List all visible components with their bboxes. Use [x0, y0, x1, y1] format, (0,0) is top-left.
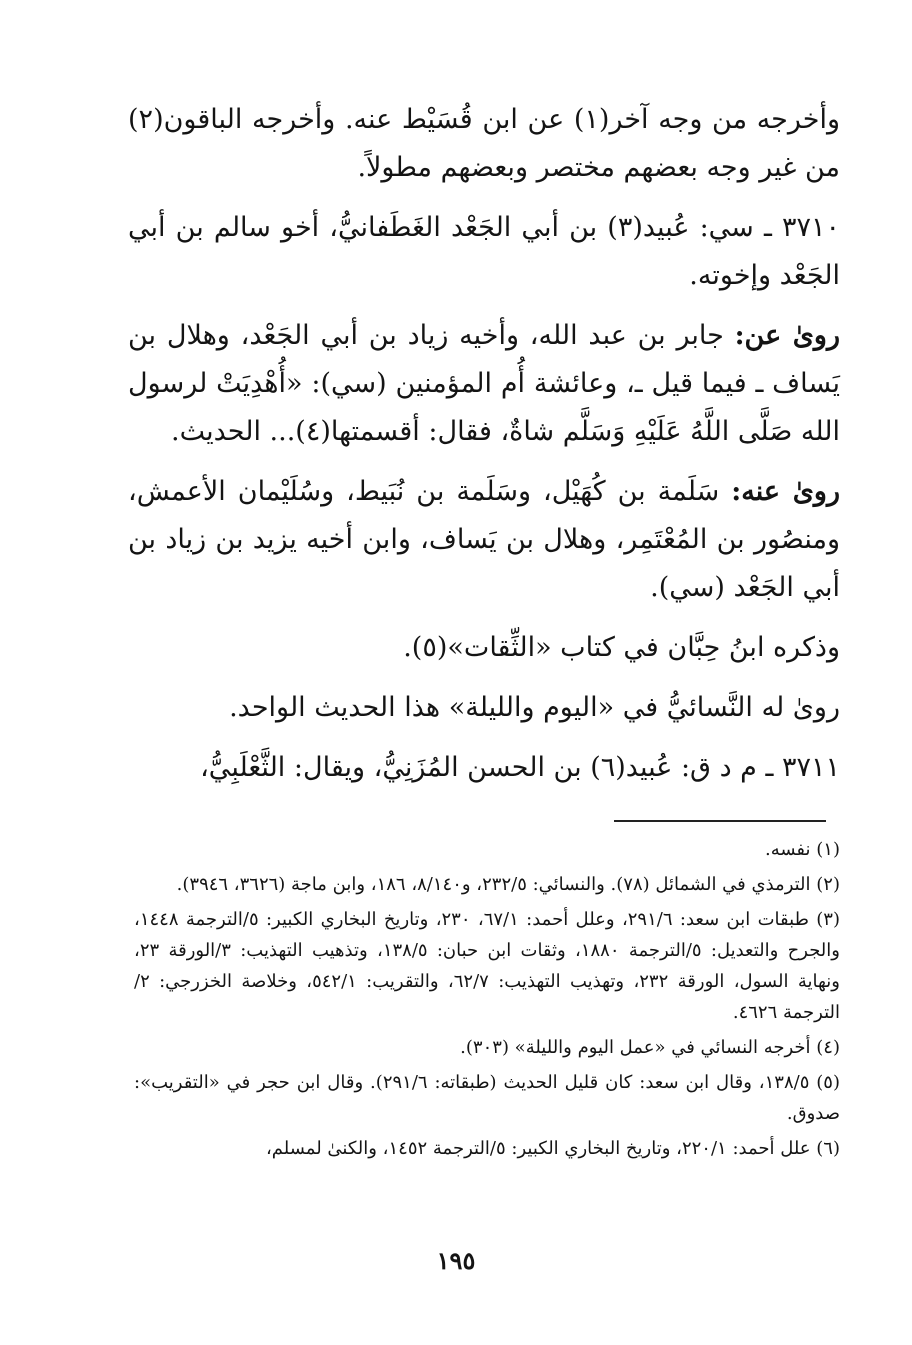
paragraph-continuation: وأخرجه من وجه آخر(١) عن ابن قُسَيْط عنه. وأخرجه الباقون(٢) من غير وجه بعضهم مختصر وبعضهم مطولاً.	[128, 104, 840, 183]
narrated-from-text: جابر بن عبد الله، وأخيه زياد بن أبي الجَعْد، وهلال بن يَساف ـ فيما قيل ـ، وعائشة أُم المؤمنين (سي): «أُهْدِيَتْ لرسول الله صَلَّى اللَّهُ عَلَيْهِ وَسَلَّم شاةٌ، فقال: أقسمتها(٤)... الحديث.	[128, 320, 840, 447]
entry-heading-3710: ٣٧١٠ ـ سي: عُبيد(٣) بن أبي الجَعْد الغَطَفانيُّ، أخو سالم بن أبي الجَعْد وإخوته.	[128, 212, 840, 291]
narrated-from-label: روىٰ عن:	[734, 320, 840, 351]
footnote-3: (٣) طبقات ابن سعد: ٢٩١/٦، وعلل أحمد: ٦٧/١، ٢٣٠، وتاريخ البخاري الكبير: ٥/الترجمة ١٤٤٨، والجرح والتعديل: ٥/الترجمة ١٨٨٠، وثقات ابن حبان: ١٣٨/٥، وتذهيب التهذيب: ٣/الورقة ٢٣، ونهاية السول، الورقة ٢٣٢، وتهذيب التهذيب: ٦٢/٧، والتقريب: ٥٤٢/١، وخلاصة الخزرجي: ٢/الترجمة ٤٦٢٦.	[134, 909, 840, 1023]
ibn-hibban-paragraph: وذكره ابنُ حِبَّان في كتاب «الثِّقات»(٥).	[403, 632, 840, 663]
entry-heading-3711: ٣٧١١ ـ م د ق: عُبيد(٦) بن الحسن المُزَنِيُّ، ويقال: الثَّعْلَبِيُّ،	[200, 752, 840, 783]
footnote-4: (٤) أخرجه النسائي في «عمل اليوم والليلة» (٣٠٣).	[460, 1037, 840, 1058]
footnotes	[134, 834, 840, 1168]
narrated-from-paragraph	[128, 312, 840, 456]
footnote-6: (٦) علل أحمد: ٢٢٠/١، وتاريخ البخاري الكبير: ٥/الترجمة ١٤٥٢، والكنىٰ لمسلم،	[265, 1138, 840, 1159]
footnote-1: (١) نفسه.	[765, 839, 840, 860]
footnote-5: (٥) ١٣٨/٥، وقال ابن سعد: كان قليل الحديث (طبقاته: ٢٩١/٦). وقال ابن حجر في «التقريب»: صدوق.	[134, 1072, 840, 1124]
main-text	[128, 96, 840, 792]
narrated-by-paragraph	[128, 468, 840, 612]
narrated-by-text: سَلَمة بن كُهَيْل، وسَلَمة بن نُبَيط، وسُلَيْمان الأعمش، ومنصُور بن المُعْتَمِر، وهلال بن يَساف، وابن أخيه يزيد بن زياد بن أبي الجَعْد (سي).	[128, 476, 840, 603]
nasai-paragraph: روىٰ له النَّسائيُّ في «اليوم والليلة» هذا الحديث الواحد.	[229, 692, 840, 723]
page-number: ١٩٥	[436, 1246, 476, 1275]
footnote-2: (٢) الترمذي في الشمائل (٧٨). والنسائي: ٢٣٢/٥، و٨/١٤٠، ١٨٦، وابن ماجة (٣٦٢٦، ٣٩٤٦).	[176, 874, 840, 895]
footnote-divider	[614, 820, 826, 822]
narrated-by-label: روىٰ عنه:	[731, 476, 840, 507]
